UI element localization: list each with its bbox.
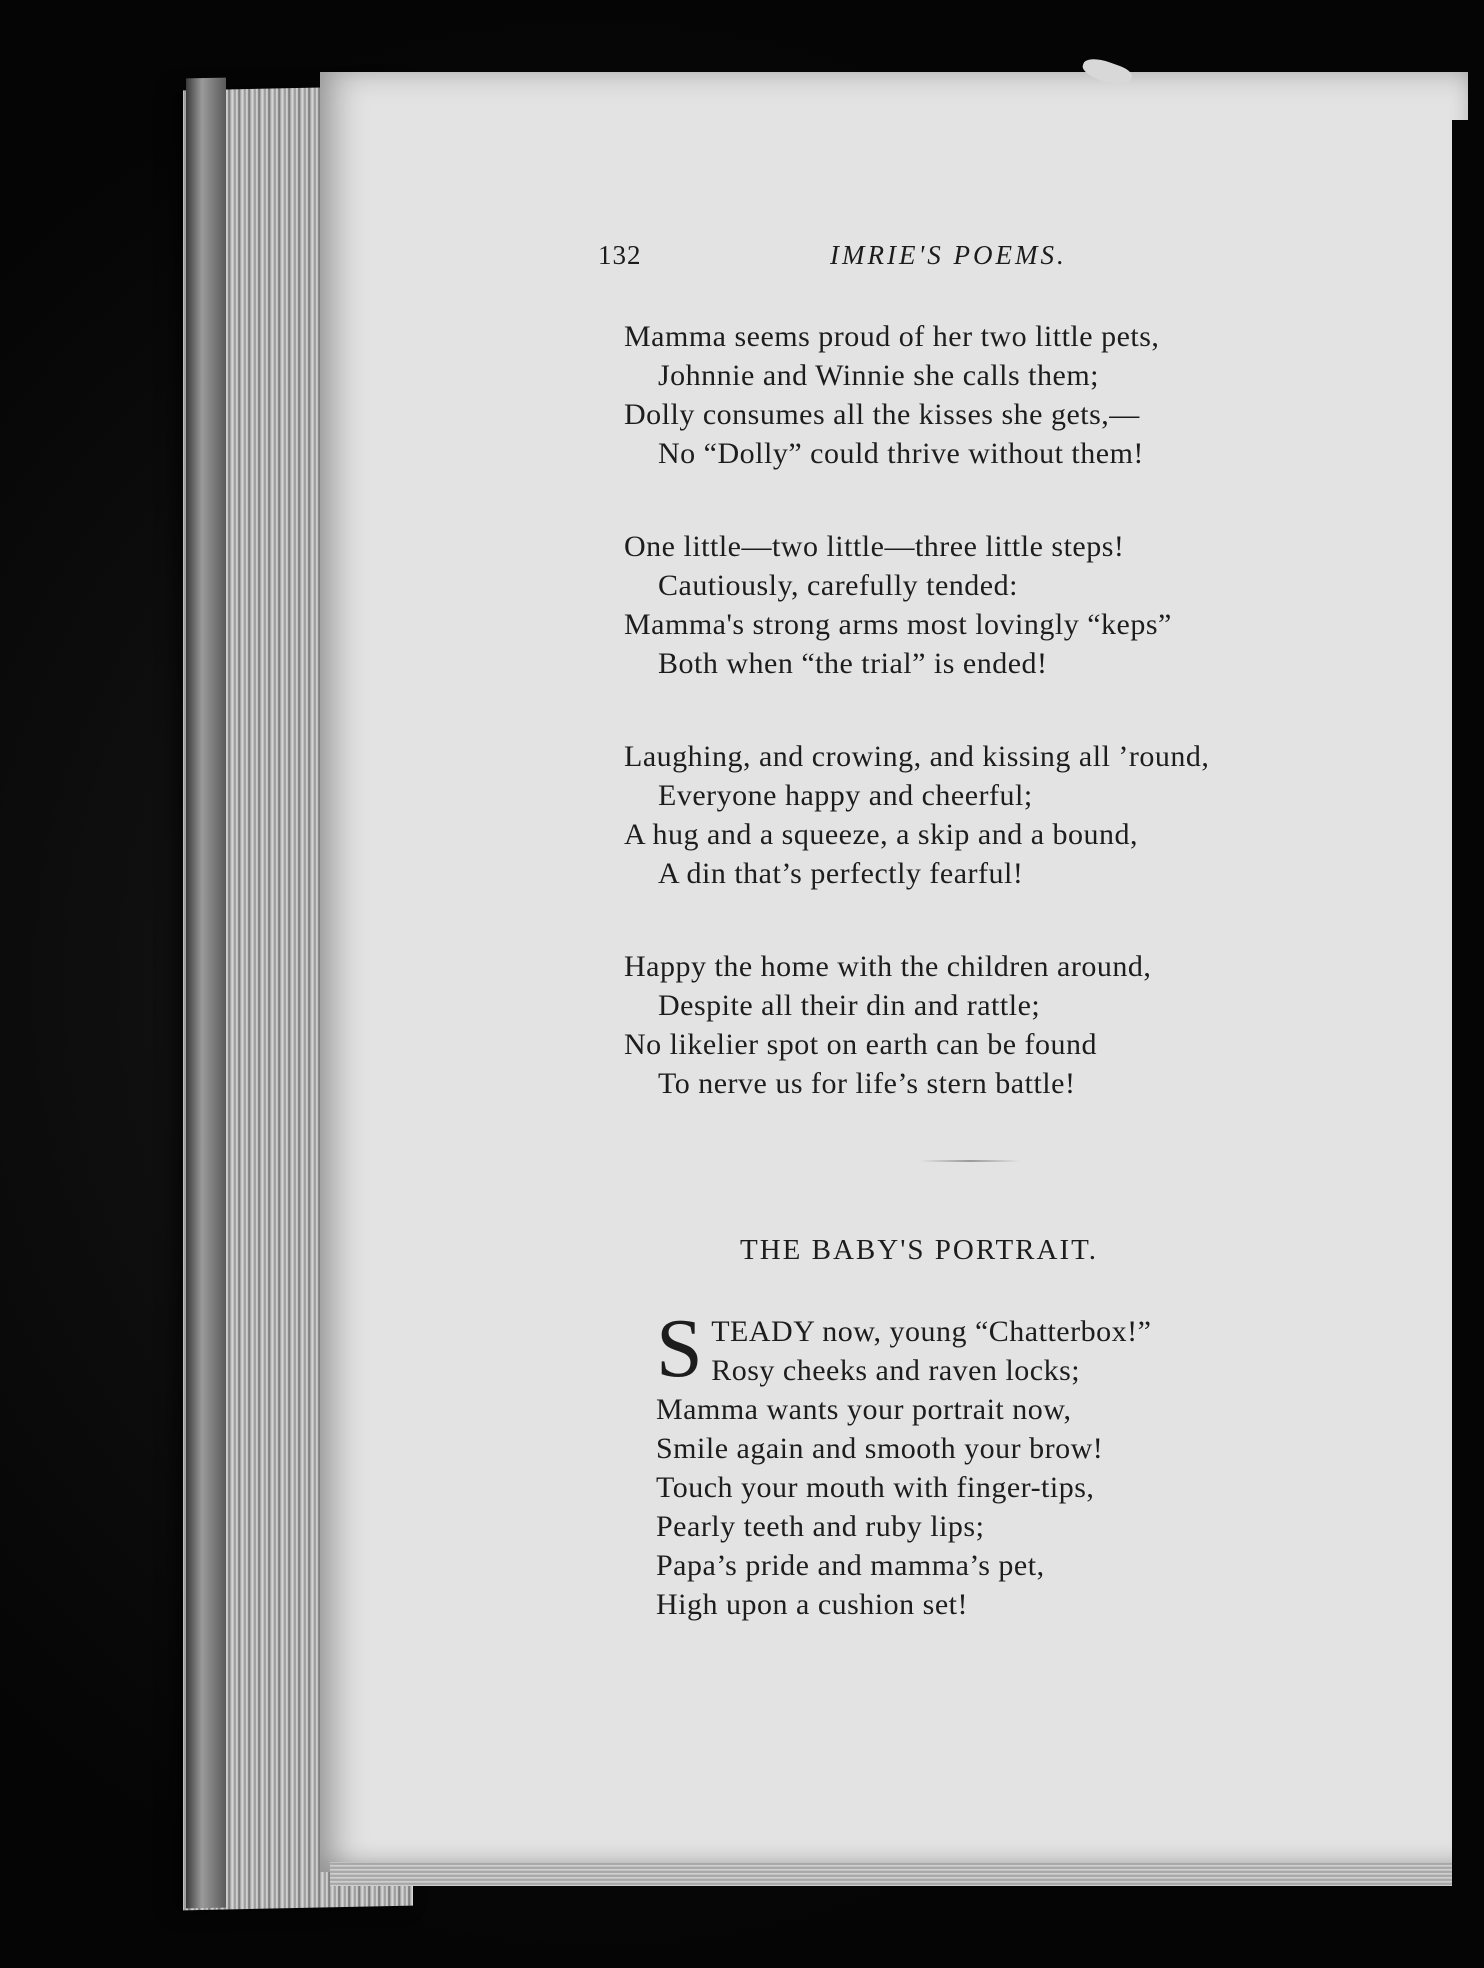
book-cover-edge [186, 78, 226, 1909]
page-bottom-edge [330, 1862, 1460, 1886]
poem-line: Mamma seems proud of her two little pets, [624, 320, 1160, 353]
poem-line: Rosy cheeks and raven locks; [711, 1354, 1081, 1387]
section-divider [920, 1160, 1020, 1162]
right-shadow [1452, 120, 1484, 1900]
drop-cap: S [656, 1302, 704, 1395]
poem-line: High upon a cushion set! [656, 1588, 968, 1621]
poem-line: One little—two little—three little steps! [624, 530, 1125, 563]
page-header [598, 240, 1158, 280]
poem-line: Laughing, and crowing, and kissing all ’round, [624, 740, 1210, 773]
poem-line: Mamma wants your portrait now, [656, 1393, 1072, 1426]
poem-line: TEADY now, young “Chatterbox!” [711, 1315, 1152, 1348]
poem-baby-portrait [656, 1302, 1152, 1624]
poem-line: Johnnie and Winnie she calls them; [658, 359, 1099, 392]
page-number: 132 [598, 240, 642, 270]
poem-line: Cautiously, carefully tended: [658, 569, 1018, 602]
poem-line: Despite all their din and rattle; [658, 989, 1041, 1022]
poem-children-stanzas [624, 317, 1209, 1157]
poem-line: Touch your mouth with finger-tips, [656, 1471, 1095, 1504]
poem-line: Everyone happy and cheerful; [658, 779, 1033, 812]
poem-line: Happy the home with the children around, [624, 950, 1152, 983]
running-title: IMRIE'S POEMS. [830, 240, 1067, 270]
poem-line: A hug and a squeeze, a skip and a bound, [624, 818, 1139, 851]
poem-title: THE BABY'S PORTRAIT. [740, 1234, 1098, 1266]
poem-line: Mamma's strong arms most lovingly “keps” [624, 608, 1172, 641]
poem-line: No “Dolly” could thrive without them! [658, 437, 1144, 470]
poem-line: No likelier spot on earth can be found [624, 1028, 1098, 1061]
poem-line: Smile again and smooth your brow! [656, 1432, 1104, 1465]
stanza-2 [624, 527, 1209, 683]
poem-line: To nerve us for life’s stern battle! [658, 1067, 1076, 1100]
poem-line: Dolly consumes all the kisses she gets,— [624, 398, 1140, 431]
poem-line: Papa’s pride and mamma’s pet, [656, 1549, 1045, 1582]
poem-line: A din that’s perfectly fearful! [658, 857, 1024, 890]
poem-line: Both when “the trial” is ended! [658, 647, 1048, 680]
stanza-3 [624, 737, 1209, 893]
poem-line: Pearly teeth and ruby lips; [656, 1510, 985, 1543]
stanza-1 [624, 317, 1209, 473]
stanza-4 [624, 947, 1209, 1103]
